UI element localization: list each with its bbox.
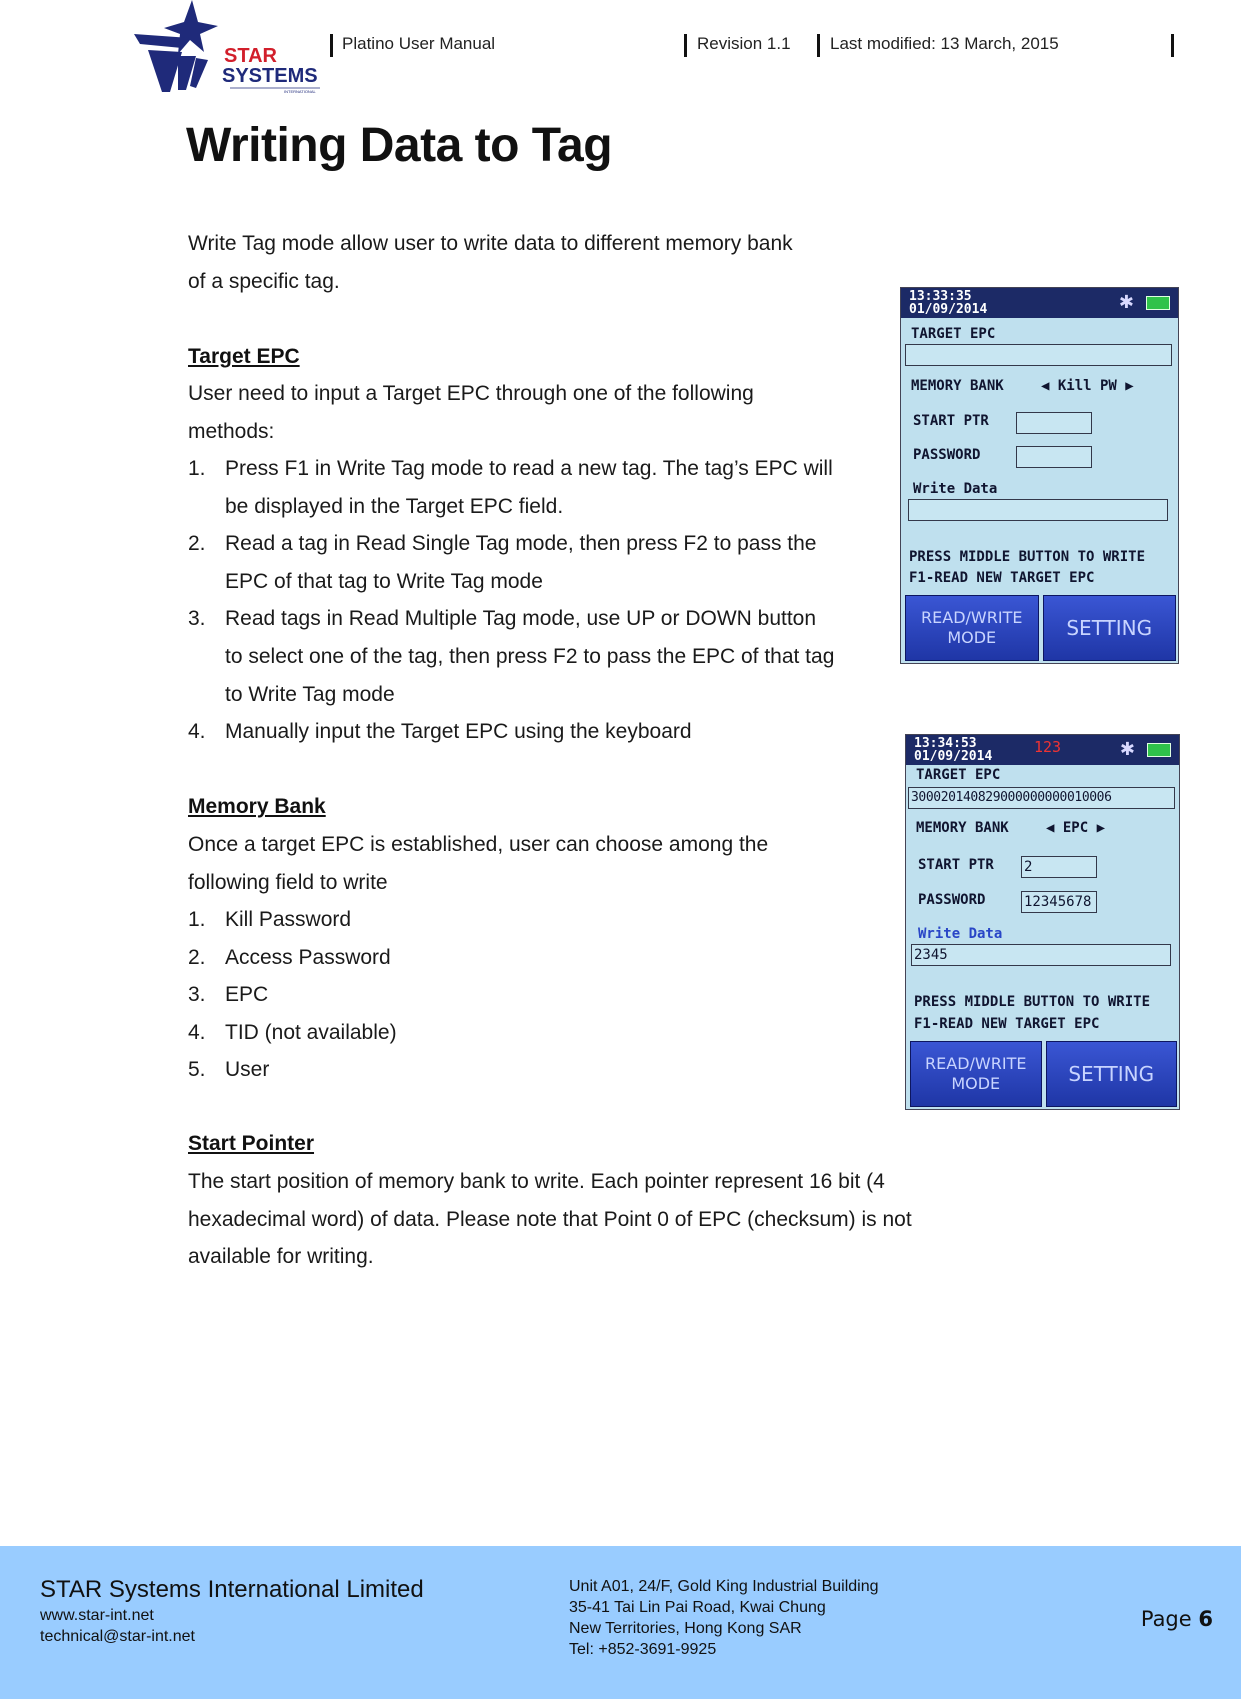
star-systems-logo bbox=[134, 0, 324, 95]
footer-email: technical@star-int.net bbox=[40, 1628, 195, 1645]
intro-line: Write Tag mode allow user to write data to different memory bank bbox=[188, 232, 793, 255]
start-ptr-field: 2 bbox=[1021, 856, 1097, 878]
list-number: 3. bbox=[188, 983, 206, 1007]
address-line: 35-41 Tai Lin Pai Road, Kwai Chung bbox=[569, 1599, 826, 1616]
list-text: TID (not available) bbox=[225, 1020, 397, 1044]
footer-website: www.star-int.net bbox=[40, 1607, 154, 1624]
list-item bbox=[188, 713, 834, 751]
read-write-mode-button: READ/WRITE MODE bbox=[905, 595, 1039, 661]
page-number bbox=[1141, 1607, 1213, 1631]
intro-line: of a specific tag. bbox=[188, 269, 340, 293]
list-number: 5. bbox=[188, 1058, 206, 1082]
header-divider bbox=[684, 34, 687, 57]
section-heading-memory-bank: Memory Bank bbox=[188, 795, 326, 818]
paragraph-line: following field to write bbox=[188, 870, 388, 894]
list-number: 4. bbox=[188, 720, 206, 744]
list-number: 1. bbox=[188, 457, 206, 480]
footer-address bbox=[569, 1576, 879, 1660]
page-number-value: 6 bbox=[1198, 1607, 1213, 1631]
password-label: PASSWORD bbox=[913, 447, 981, 463]
device-soft-buttons bbox=[910, 1041, 1177, 1107]
target-epc-field bbox=[905, 344, 1172, 366]
memory-bank-field-list bbox=[188, 901, 397, 1089]
list-number: 4. bbox=[188, 1020, 206, 1044]
password-field: 12345678 bbox=[1021, 891, 1097, 913]
header-divider bbox=[1171, 34, 1174, 57]
footer-contact bbox=[40, 1605, 195, 1647]
f1-read-hint: F1-READ NEW TARGET EPC bbox=[914, 1016, 1100, 1032]
list-text: Kill Password bbox=[225, 908, 352, 931]
list-item bbox=[188, 450, 834, 525]
list-number: 2. bbox=[188, 532, 206, 556]
address-line: New Territories, Hong Kong SAR bbox=[569, 1620, 802, 1637]
list-text: EPC bbox=[225, 983, 269, 1007]
target-epc-paragraph bbox=[188, 375, 754, 450]
address-line: Unit A01, 24/F, Gold King Industrial Building bbox=[569, 1578, 879, 1595]
list-line: Press F1 in Write Tag mode to read a new tag. The tag’s EPC will bbox=[225, 457, 833, 480]
list-line: to Write Tag mode bbox=[225, 682, 395, 706]
f1-read-hint: F1-READ NEW TARGET EPC bbox=[909, 570, 1095, 586]
password-label: PASSWORD bbox=[918, 892, 986, 908]
target-epc-method-list bbox=[188, 450, 834, 751]
list-text: Access Password bbox=[225, 945, 391, 969]
device-soft-buttons bbox=[905, 595, 1176, 661]
footer-company-name: STAR Systems International Limited bbox=[40, 1576, 424, 1603]
press-middle-hint: PRESS MIDDLE BUTTON TO WRITE bbox=[914, 994, 1151, 1010]
bluetooth-icon: ✱ bbox=[1118, 292, 1134, 312]
logo-stripe-2 bbox=[148, 50, 182, 92]
paragraph-line: User need to input a Target EPC through one of the following bbox=[188, 382, 754, 405]
logo-text-international: INTERNATIONAL bbox=[284, 89, 316, 94]
logo-text-systems: SYSTEMS bbox=[222, 65, 318, 87]
memory-bank-label: MEMORY BANK bbox=[916, 820, 1009, 836]
password-field bbox=[1016, 446, 1092, 468]
paragraph-line: hexadecimal word) of data. Please note that Point 0 of EPC (checksum) is not bbox=[188, 1207, 912, 1231]
last-modified-label: Last modified: 13 March, 2015 bbox=[830, 34, 1059, 53]
intro-paragraph bbox=[188, 225, 793, 300]
read-write-mode-button: READ/WRITE MODE bbox=[910, 1041, 1042, 1107]
battery-icon bbox=[1147, 743, 1171, 757]
paragraph-line: Once a target EPC is established, user can choose among the bbox=[188, 833, 769, 856]
start-ptr-label: START PTR bbox=[913, 413, 989, 429]
section-heading-start-pointer: Start Pointer bbox=[188, 1132, 315, 1155]
list-line: EPC of that tag to Write Tag mode bbox=[225, 569, 543, 593]
list-line: to select one of the tag, then press F2 to pass the EPC of that tag bbox=[225, 644, 835, 668]
list-line: Manually input the Target EPC using the keyboard bbox=[225, 720, 692, 744]
list-line: be displayed in the Target EPC field. bbox=[225, 494, 564, 518]
address-line: Tel: +852-3691-9925 bbox=[569, 1641, 717, 1658]
list-item bbox=[188, 600, 834, 713]
press-middle-hint: PRESS MIDDLE BUTTON TO WRITE bbox=[909, 549, 1146, 565]
write-data-label: Write Data bbox=[913, 481, 998, 497]
target-epc-label: TARGET EPC bbox=[911, 326, 996, 342]
memory-bank-selector: ◀ Kill PW ▶ bbox=[1041, 378, 1134, 394]
list-item bbox=[188, 901, 397, 939]
target-epc-field: 300020140829000000000010006 bbox=[908, 787, 1175, 809]
paragraph-line: available for writing. bbox=[188, 1245, 374, 1269]
list-text: User bbox=[225, 1058, 270, 1082]
device-status-bar bbox=[906, 735, 1179, 765]
list-item bbox=[188, 525, 834, 600]
header-divider bbox=[817, 34, 820, 57]
list-item bbox=[188, 1014, 397, 1052]
list-number: 3. bbox=[188, 607, 206, 631]
setting-button: SETTING bbox=[1043, 595, 1177, 661]
device-clock: 13:34:53 01/09/2014 bbox=[914, 736, 993, 764]
start-ptr-field bbox=[1016, 412, 1092, 434]
memory-bank-paragraph bbox=[188, 826, 768, 901]
list-item bbox=[188, 1051, 397, 1089]
revision-label: Revision 1.1 bbox=[697, 34, 791, 53]
battery-icon bbox=[1146, 296, 1170, 310]
list-item bbox=[188, 976, 397, 1014]
memory-bank-selector: ◀ EPC ▶ bbox=[1046, 820, 1106, 836]
list-number: 2. bbox=[188, 945, 206, 969]
memory-bank-label: MEMORY BANK bbox=[911, 378, 1004, 394]
device-status-bar bbox=[901, 288, 1178, 318]
manual-title: Platino User Manual bbox=[342, 34, 496, 53]
write-data-label: Write Data bbox=[918, 926, 1003, 942]
header-divider bbox=[330, 34, 333, 57]
bluetooth-icon: ✱ bbox=[1119, 739, 1135, 759]
start-pointer-paragraph bbox=[188, 1163, 912, 1276]
list-line: Read tags in Read Multiple Tag mode, use UP or DOWN button bbox=[225, 607, 817, 631]
device-screenshot-filled bbox=[905, 734, 1180, 1110]
setting-button: SETTING bbox=[1046, 1041, 1178, 1107]
write-data-field bbox=[908, 499, 1168, 521]
page-label: Page bbox=[1140, 1607, 1192, 1631]
target-epc-label: TARGET EPC bbox=[916, 767, 1001, 783]
page-title: Writing Data to Tag bbox=[186, 119, 613, 172]
list-number: 1. bbox=[188, 908, 206, 931]
write-data-field: 2345 bbox=[911, 944, 1171, 966]
tag-counter: 123 bbox=[1034, 738, 1062, 756]
section-heading-target-epc: Target EPC bbox=[188, 345, 300, 368]
device-clock: 13:33:35 01/09/2014 bbox=[909, 289, 988, 317]
start-ptr-label: START PTR bbox=[918, 857, 994, 873]
paragraph-line: The start position of memory bank to write. Each pointer represent 16 bit (4 bbox=[188, 1170, 885, 1193]
paragraph-line: methods: bbox=[188, 419, 275, 443]
list-item bbox=[188, 939, 397, 977]
device-screenshot-empty bbox=[900, 287, 1179, 664]
list-line: Read a tag in Read Single Tag mode, then press F2 to pass the bbox=[225, 532, 817, 556]
logo-text-star: STAR bbox=[224, 45, 277, 67]
